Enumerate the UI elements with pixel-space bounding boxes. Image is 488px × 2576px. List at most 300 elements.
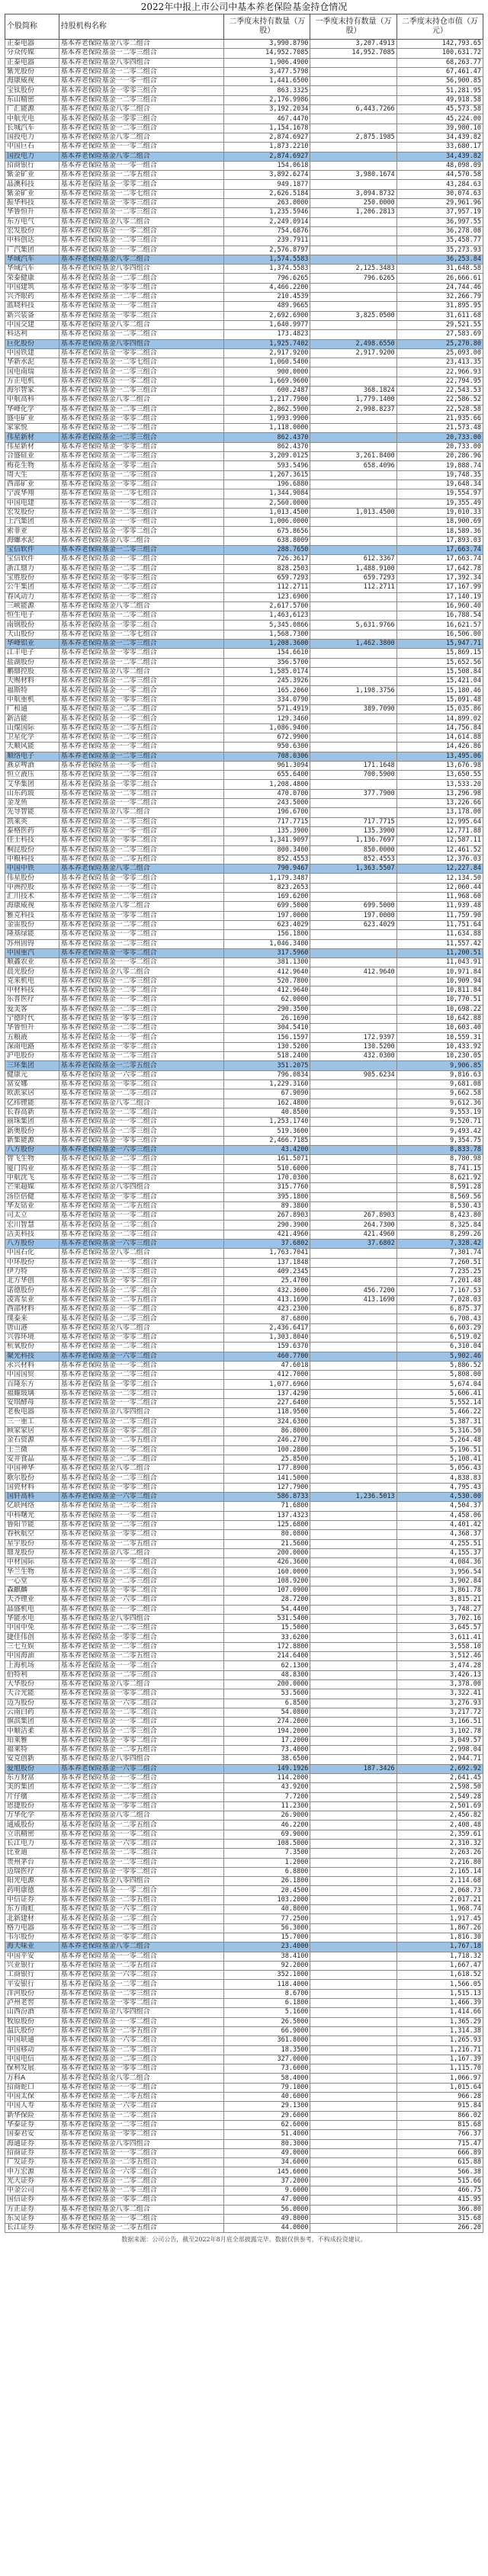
cell-q2-shares: 1,441.6500 bbox=[224, 77, 310, 86]
table-row bbox=[5, 780, 483, 789]
cell-q2-shares: 470.0700 bbox=[224, 789, 310, 798]
cell-stock: 聚光科技 bbox=[5, 1352, 59, 1361]
cell-stock: 中科曙光 bbox=[5, 1511, 59, 1520]
cell-fund: 基本养老保险基金一二零五组合 bbox=[59, 1061, 223, 1070]
cell-fund: 基本养老保险基金一零零二组合 bbox=[59, 780, 223, 789]
cell-q2-shares: 852.4553 bbox=[224, 855, 310, 864]
cell-stock: 宏发股份 bbox=[5, 508, 59, 517]
cell-fund: 基本养老保险基金一一零二组合 bbox=[59, 1605, 223, 1614]
cell-q2-value: 7,028.03 bbox=[396, 1295, 483, 1304]
table-row bbox=[5, 2026, 483, 2035]
cell-stock: 伊力特 bbox=[5, 1267, 59, 1276]
cell-fund: 基本养老保险基金一零零二组合 bbox=[59, 1079, 223, 1089]
cell-q1-shares bbox=[310, 1867, 396, 1876]
cell-fund: 基本养老保险基金一二零三组合 bbox=[59, 1052, 223, 1061]
cell-stock: 工商银行 bbox=[5, 1971, 59, 1980]
cell-q2-shares: 2,576.8797 bbox=[224, 245, 310, 255]
cell-q2-value: 31,895.95 bbox=[396, 302, 483, 311]
table-row bbox=[5, 865, 483, 874]
cell-q1-shares bbox=[310, 2224, 396, 2233]
cell-q1-shares bbox=[310, 1567, 396, 1577]
cell-stock: 春风动力 bbox=[5, 592, 59, 601]
table-row bbox=[5, 199, 483, 208]
table-row bbox=[5, 1923, 483, 1933]
table-row bbox=[5, 367, 483, 377]
cell-q2-shares: 6.8500 bbox=[224, 1699, 310, 1708]
cell-stock: 中国神华 bbox=[5, 1464, 59, 1474]
table-row bbox=[5, 452, 483, 461]
cell-fund: 基本养老保险基金一二零二组合 bbox=[59, 1024, 223, 1033]
cell-q2-value: 14,756.84 bbox=[396, 723, 483, 733]
cell-fund: 基本养老保险基金一二零三组合 bbox=[59, 433, 223, 442]
cell-fund: 基本养老保险基金一零零二组合 bbox=[59, 1380, 223, 1389]
cell-q2-shares: 863.3325 bbox=[224, 86, 310, 95]
table-row bbox=[5, 358, 483, 367]
cell-q2-value: 2,114.68 bbox=[396, 1877, 483, 1886]
cell-q2-shares: 2,436.6417 bbox=[224, 1323, 310, 1333]
cell-q2-value: 3,558.10 bbox=[396, 1642, 483, 1651]
cell-fund: 基本养老保险基金八零四组合 bbox=[59, 2139, 223, 2148]
table-row bbox=[5, 1971, 483, 1980]
cell-fund: 基本养老保险基金八零二组合 bbox=[59, 967, 223, 977]
cell-q1-shares bbox=[310, 367, 396, 377]
cell-q2-shares: 586.8733 bbox=[224, 1493, 310, 1502]
cell-q1-shares bbox=[310, 1118, 396, 1127]
table-row bbox=[5, 1173, 483, 1182]
cell-q2-value: 3,322.41 bbox=[396, 1689, 483, 1699]
cell-q2-shares: 519.3600 bbox=[224, 1127, 310, 1136]
table-row bbox=[5, 1136, 483, 1145]
cell-fund: 基本养老保险基金一二零七组合 bbox=[59, 189, 223, 198]
cell-q2-shares: 11.2300 bbox=[224, 1801, 310, 1811]
cell-q2-shares: 172.8800 bbox=[224, 1642, 310, 1651]
cell-stock: 西部材料 bbox=[5, 1305, 59, 1314]
cell-q2-shares: 86.8000 bbox=[224, 1426, 310, 1436]
cell-q2-value: 8,530.43 bbox=[396, 1201, 483, 1211]
cell-q1-shares: 659.7293 bbox=[310, 573, 396, 582]
cell-fund: 基本养老保险基金一二零三组合 bbox=[59, 452, 223, 461]
cell-fund: 基本养老保险基金一一零二组合 bbox=[59, 1399, 223, 1408]
cell-q2-shares: 137.1848 bbox=[224, 1258, 310, 1267]
cell-q1-shares bbox=[310, 2008, 396, 2017]
table-row bbox=[5, 499, 483, 508]
cell-q2-value: 15,421.04 bbox=[396, 677, 483, 686]
cell-q2-value: 3,748.27 bbox=[396, 1605, 483, 1614]
cell-q2-value: 8,780.98 bbox=[396, 1155, 483, 1164]
cell-q2-shares: 141.5000 bbox=[224, 1474, 310, 1483]
table-row bbox=[5, 902, 483, 911]
table-row bbox=[5, 1708, 483, 1717]
cell-q1-shares bbox=[310, 1164, 396, 1173]
cell-q2-value: 1,466.39 bbox=[396, 1999, 483, 2008]
table-row bbox=[5, 1849, 483, 1858]
table-row bbox=[5, 958, 483, 967]
cell-q2-shares: 1,179.3487 bbox=[224, 874, 310, 883]
table-row bbox=[5, 1746, 483, 1755]
cell-fund: 基本养老保险基金一六零二组合 bbox=[59, 2036, 223, 2045]
cell-q2-shares: 62.0000 bbox=[224, 996, 310, 1005]
cell-stock: 中科创达 bbox=[5, 236, 59, 245]
cell-q1-shares bbox=[310, 1727, 396, 1736]
cell-q2-value: 37,957.19 bbox=[396, 208, 483, 217]
table-row bbox=[5, 1577, 483, 1586]
cell-fund: 基本养老保险基金一零零二组合 bbox=[59, 480, 223, 489]
cell-q2-shares: 421.4960 bbox=[224, 1230, 310, 1239]
cell-fund: 基本养老保险基金八零二组合 bbox=[59, 2074, 223, 2083]
cell-stock: 士兰微 bbox=[5, 1445, 59, 1455]
cell-fund: 基本养老保险基金一二零三组合 bbox=[59, 367, 223, 377]
cell-q2-value: 8,591.28 bbox=[396, 1183, 483, 1192]
table-row bbox=[5, 667, 483, 676]
cell-q2-shares: 154.6610 bbox=[224, 649, 310, 658]
table-row bbox=[5, 1258, 483, 1267]
table-row bbox=[5, 1867, 483, 1876]
cell-fund: 基本养老保险基金一二零二组合 bbox=[59, 1849, 223, 1858]
cell-q1-shares: 700.5900 bbox=[310, 771, 396, 780]
cell-fund: 基本养老保险基金一零零二组合 bbox=[59, 348, 223, 358]
cell-q1-shares: 905.6234 bbox=[310, 1070, 396, 1079]
cell-q2-value: 1,968.74 bbox=[396, 1905, 483, 1914]
cell-q2-shares: 149.1926 bbox=[224, 1764, 310, 1773]
table-row bbox=[5, 2102, 483, 2111]
cell-q2-shares: 26.5000 bbox=[224, 2017, 310, 2026]
cell-q2-value: 466.75 bbox=[396, 2186, 483, 2195]
cell-stock: 国投电力 bbox=[5, 133, 59, 142]
cell-q2-value: 4,458.06 bbox=[396, 1511, 483, 1520]
cell-stock: 中国石化 bbox=[5, 1249, 59, 1258]
cell-fund: 基本养老保险基金一二零三组合 bbox=[59, 2055, 223, 2064]
cell-q1-shares bbox=[310, 67, 396, 76]
cell-fund: 基本养老保险基金一二零七组合 bbox=[59, 358, 223, 367]
cell-q2-value: 16,788.54 bbox=[396, 611, 483, 621]
table-row bbox=[5, 1230, 483, 1239]
cell-q2-value: 24,744.46 bbox=[396, 283, 483, 292]
table-row bbox=[5, 489, 483, 499]
cell-q1-shares bbox=[310, 2045, 396, 2055]
cell-q2-value: 19,010.33 bbox=[396, 508, 483, 517]
cell-q2-value: 8,833.78 bbox=[396, 1146, 483, 1155]
cell-stock: 北新建材 bbox=[5, 1914, 59, 1923]
cell-q1-shares bbox=[310, 1455, 396, 1464]
cell-q1-shares bbox=[310, 1343, 396, 1352]
cell-fund: 基本养老保险基金八零二组合 bbox=[59, 2205, 223, 2214]
cell-q2-value: 1,867.26 bbox=[396, 1923, 483, 1933]
table-row bbox=[5, 1052, 483, 1061]
table-row bbox=[5, 1652, 483, 1661]
table-row bbox=[5, 2148, 483, 2157]
cell-q2-value: 31,648.58 bbox=[396, 265, 483, 274]
cell-q2-shares: 5.1600 bbox=[224, 2008, 310, 2017]
cell-q2-shares: 160.0000 bbox=[224, 1567, 310, 1577]
cell-fund: 基本养老保险基金一零零二组合 bbox=[59, 527, 223, 536]
cell-q2-value: 1,618.52 bbox=[396, 1971, 483, 1980]
table-row bbox=[5, 1773, 483, 1782]
cell-fund: 基本养老保险基金一零零二组合 bbox=[59, 1277, 223, 1286]
cell-q1-shares: 2,998.8237 bbox=[310, 405, 396, 414]
cell-q1-shares: 264.7300 bbox=[310, 1221, 396, 1230]
cell-fund: 基本养老保险基金一二零五组合 bbox=[59, 2158, 223, 2167]
cell-fund: 基本养老保险基金一零零二组合 bbox=[59, 836, 223, 845]
cell-q1-shares: 1,779.1400 bbox=[310, 396, 396, 405]
cell-stock: 三一重工 bbox=[5, 1417, 59, 1426]
cell-q1-shares bbox=[310, 714, 396, 723]
cell-q2-value: 9,681.08 bbox=[396, 1079, 483, 1089]
cell-q2-value: 15,869.15 bbox=[396, 649, 483, 658]
cell-stock: 顾家家居 bbox=[5, 1426, 59, 1436]
cell-q1-shares bbox=[310, 293, 396, 302]
cell-q2-value: 1,167.39 bbox=[396, 2055, 483, 2064]
cell-q2-value: 12,227.84 bbox=[396, 865, 483, 874]
cell-q2-shares: 675.8656 bbox=[224, 527, 310, 536]
cell-q2-value: 4,504.37 bbox=[396, 1502, 483, 1511]
cell-q2-shares: 15.5000 bbox=[224, 1624, 310, 1633]
cell-q2-shares: 1,086.9400 bbox=[224, 723, 310, 733]
cell-q1-shares bbox=[310, 377, 396, 386]
table-row bbox=[5, 518, 483, 527]
cell-stock: 迈瑞医疗 bbox=[5, 1867, 59, 1876]
cell-q2-value: 51,281.95 bbox=[396, 86, 483, 95]
table-row bbox=[5, 1240, 483, 1249]
cell-stock: 海康威视 bbox=[5, 77, 59, 86]
table-row bbox=[5, 1999, 483, 2008]
table-row bbox=[5, 414, 483, 423]
cell-q2-shares: 77.2500 bbox=[224, 1914, 310, 1923]
cell-q2-shares: 169.6200 bbox=[224, 893, 310, 902]
cell-q2-shares: 1,154.1678 bbox=[224, 124, 310, 133]
cell-q2-shares: 21.5600 bbox=[224, 1539, 310, 1548]
cell-q2-shares: 3,477.5798 bbox=[224, 67, 310, 76]
table-row bbox=[5, 1417, 483, 1426]
cell-fund: 基本养老保险基金一六零二组合 bbox=[59, 1596, 223, 1605]
cell-q1-shares bbox=[310, 2167, 396, 2177]
cell-q2-shares: 40.8000 bbox=[224, 1905, 310, 1914]
cell-fund: 基本养老保险基金八零二组合 bbox=[59, 396, 223, 405]
cell-q2-value: 3,217.72 bbox=[396, 1708, 483, 1717]
cell-q2-shares: 800.3400 bbox=[224, 845, 310, 855]
table-row bbox=[5, 771, 483, 780]
table-row bbox=[5, 1343, 483, 1352]
cell-q1-shares bbox=[310, 152, 396, 161]
cell-q2-value: 8,569.56 bbox=[396, 1192, 483, 1201]
cell-stock: 山煤国际 bbox=[5, 723, 59, 733]
cell-fund: 基本养老保险基金一二零三组合 bbox=[59, 405, 223, 414]
cell-q2-shares: 80.3000 bbox=[224, 2139, 310, 2148]
cell-q2-value: 14,426.86 bbox=[396, 743, 483, 752]
cell-q1-shares bbox=[310, 2120, 396, 2129]
cell-stock: 紫光股份 bbox=[5, 67, 59, 76]
cell-q1-shares bbox=[310, 283, 396, 292]
table-row bbox=[5, 621, 483, 630]
cell-q2-value: 10,909.94 bbox=[396, 977, 483, 986]
cell-stock: 万科A bbox=[5, 2074, 59, 2083]
cell-q1-shares: 623.4029 bbox=[310, 920, 396, 929]
cell-q1-shares bbox=[310, 1380, 396, 1389]
cell-q1-shares: 187.3426 bbox=[310, 1764, 396, 1773]
cell-fund: 基本养老保险基金一一零二组合 bbox=[59, 1305, 223, 1314]
cell-q2-shares: 161.5071 bbox=[224, 1155, 310, 1164]
cell-stock: 长江证券 bbox=[5, 2224, 59, 2233]
cell-q2-value: 1,767.18 bbox=[396, 1942, 483, 1952]
cell-q1-shares: 432.0300 bbox=[310, 1052, 396, 1061]
cell-q2-shares: 38.6500 bbox=[224, 1755, 310, 1764]
cell-q1-shares: 2,875.1985 bbox=[310, 133, 396, 142]
table-row bbox=[5, 1914, 483, 1923]
cell-q1-shares: 14,952.7085 bbox=[310, 49, 396, 58]
table-row bbox=[5, 152, 483, 161]
cell-stock: 南钢股份 bbox=[5, 621, 59, 630]
cell-fund: 基本养老保险基金一二零三组合 bbox=[59, 1923, 223, 1933]
table-row bbox=[5, 1511, 483, 1520]
table-row bbox=[5, 2036, 483, 2045]
cell-stock: 中国巨石 bbox=[5, 143, 59, 152]
cell-stock: 索菲亚 bbox=[5, 527, 59, 536]
cell-stock: 宁德时代 bbox=[5, 1014, 59, 1023]
cell-stock: 中顺洁柔 bbox=[5, 1727, 59, 1736]
cell-fund: 基本养老保险基金一一零二组合 bbox=[59, 2083, 223, 2092]
cell-stock: 招商证券 bbox=[5, 2148, 59, 2157]
cell-q2-shares: 28.7200 bbox=[224, 1596, 310, 1605]
cell-fund: 基本养老保险基金一二零三组合 bbox=[59, 208, 223, 217]
cell-q2-shares: 796.0834 bbox=[224, 1070, 310, 1079]
cell-fund: 基本养老保险基金八零二组合 bbox=[59, 105, 223, 114]
cell-q2-value: 3,861.78 bbox=[396, 1586, 483, 1595]
cell-stock: 芒果超媒 bbox=[5, 1183, 59, 1192]
cell-q1-shares bbox=[310, 536, 396, 545]
cell-stock: 中国移动 bbox=[5, 2045, 59, 2055]
cell-q1-shares: 1,462.3800 bbox=[310, 640, 396, 649]
cell-q2-value: 6,875.37 bbox=[396, 1305, 483, 1314]
table-row bbox=[5, 405, 483, 414]
cell-stock: 隆基绿能 bbox=[5, 930, 59, 939]
cell-q2-value: 44,570.58 bbox=[396, 171, 483, 180]
cell-q2-shares: 6.1800 bbox=[224, 1999, 310, 2008]
cell-q2-value: 32,266.79 bbox=[396, 293, 483, 302]
cell-q1-shares bbox=[310, 1277, 396, 1286]
table-row bbox=[5, 2205, 483, 2214]
cell-q1-shares bbox=[310, 2093, 396, 2102]
cell-q1-shares bbox=[310, 1005, 396, 1014]
cell-q2-value: 67,461.47 bbox=[396, 67, 483, 76]
table-row bbox=[5, 265, 483, 274]
table-row bbox=[5, 1108, 483, 1117]
cell-fund: 基本养老保险基金一一零二组合 bbox=[59, 592, 223, 601]
cell-stock: 巨化股份 bbox=[5, 339, 59, 348]
cell-stock: 家家悦 bbox=[5, 424, 59, 433]
cell-fund: 基本养老保险基金八零二组合 bbox=[59, 601, 223, 611]
cell-q2-value: 5,196.51 bbox=[396, 1445, 483, 1455]
cell-stock: 伟星股份 bbox=[5, 874, 59, 883]
cell-fund: 基本养老保险基金一二零三组合 bbox=[59, 1005, 223, 1014]
cell-stock: 沪电股份 bbox=[5, 1052, 59, 1061]
cell-q2-shares: 413.1690 bbox=[224, 1295, 310, 1304]
cell-q1-shares bbox=[310, 808, 396, 817]
cell-q2-value: 18,589.36 bbox=[396, 527, 483, 536]
cell-stock: 兴蓉环境 bbox=[5, 1333, 59, 1342]
cell-q2-value: 5,108.41 bbox=[396, 1455, 483, 1464]
cell-q2-shares: 159.6370 bbox=[224, 1343, 310, 1352]
table-row bbox=[5, 1277, 483, 1286]
cell-q1-shares bbox=[310, 2148, 396, 2157]
cell-stock: 凌霄泵业 bbox=[5, 1295, 59, 1304]
cell-stock: 招商蛇口 bbox=[5, 2083, 59, 2092]
table-row bbox=[5, 2139, 483, 2148]
cell-q1-shares bbox=[310, 2055, 396, 2064]
cell-q1-shares: 413.1690 bbox=[310, 1295, 396, 1304]
table-row bbox=[5, 967, 483, 977]
cell-fund: 基本养老保险基金一二零五组合 bbox=[59, 1652, 223, 1661]
table-row bbox=[5, 1736, 483, 1745]
cell-q1-shares bbox=[310, 1596, 396, 1605]
table-row bbox=[5, 133, 483, 142]
cell-fund: 基本养老保险基金一二零五组合 bbox=[59, 2026, 223, 2035]
cell-q2-value: 43,284.63 bbox=[396, 180, 483, 189]
table-row bbox=[5, 752, 483, 761]
cell-q2-shares: 600.2487 bbox=[224, 386, 310, 395]
table-row bbox=[5, 2120, 483, 2129]
cell-fund: 基本养老保险基金八零四组合 bbox=[59, 1408, 223, 1417]
cell-q1-shares bbox=[310, 1173, 396, 1182]
table-row bbox=[5, 2130, 483, 2139]
cell-q1-shares bbox=[310, 527, 396, 536]
cell-q2-value: 2,165.14 bbox=[396, 1867, 483, 1876]
cell-fund: 基本养老保险基金一零零二组合 bbox=[59, 1586, 223, 1595]
cell-q2-shares: 1,208.4800 bbox=[224, 780, 310, 789]
cell-stock: 安克创新 bbox=[5, 1755, 59, 1764]
table-row bbox=[5, 2196, 483, 2205]
cell-q2-shares: 200.0000 bbox=[224, 1548, 310, 1557]
cell-q1-shares bbox=[310, 1127, 396, 1136]
cell-q2-shares: 1,060.5400 bbox=[224, 358, 310, 367]
cell-q2-value: 10,433.92 bbox=[396, 1042, 483, 1051]
cell-fund: 基本养老保险基金一零零二组合 bbox=[59, 621, 223, 630]
cell-q2-value: 2,641.45 bbox=[396, 1773, 483, 1782]
cell-q2-shares: 26.9000 bbox=[224, 1811, 310, 1821]
cell-q2-shares: 2,466.7185 bbox=[224, 1136, 310, 1145]
cell-fund: 基本养老保险基金八零二组合 bbox=[59, 536, 223, 545]
cell-q2-shares: 1,303.8040 bbox=[224, 1333, 310, 1342]
table-row bbox=[5, 1211, 483, 1221]
table-row bbox=[5, 1520, 483, 1529]
cell-fund: 基本养老保险基金一一零二组合 bbox=[59, 930, 223, 939]
table-row bbox=[5, 2064, 483, 2074]
cell-q2-shares: 828.2503 bbox=[224, 564, 310, 573]
cell-fund: 基本养老保险基金一零零三组合 bbox=[59, 114, 223, 124]
cell-q2-shares: 214.6400 bbox=[224, 1652, 310, 1661]
cell-q1-shares bbox=[310, 58, 396, 67]
cell-q2-shares: 73.4000 bbox=[224, 1746, 310, 1755]
table-row bbox=[5, 1980, 483, 1989]
cell-q1-shares bbox=[310, 1792, 396, 1801]
cell-q1-shares: 1,198.3756 bbox=[310, 686, 396, 695]
cell-q2-value: 3,276.93 bbox=[396, 1699, 483, 1708]
cell-stock: 浙江鼎力 bbox=[5, 564, 59, 573]
cell-stock: 旗滨集团 bbox=[5, 1718, 59, 1727]
cell-stock: 永兴材料 bbox=[5, 1361, 59, 1370]
cell-q1-shares bbox=[310, 2214, 396, 2223]
cell-q2-shares: 196.6700 bbox=[224, 808, 310, 817]
cell-q1-shares: 3,094.8732 bbox=[310, 189, 396, 198]
cell-q2-value: 30,074.63 bbox=[396, 189, 483, 198]
cell-stock: 克来机电 bbox=[5, 977, 59, 986]
table-row bbox=[5, 592, 483, 601]
cell-q2-value: 5,674.04 bbox=[396, 1380, 483, 1389]
cell-stock: 科达利 bbox=[5, 330, 59, 339]
table-row bbox=[5, 293, 483, 302]
cell-q2-value: 266.20 bbox=[396, 2224, 483, 2233]
cell-stock: 华兰生物 bbox=[5, 1567, 59, 1577]
cell-q2-shares: 89.3800 bbox=[224, 1201, 310, 1211]
cell-q2-shares: 949.1877 bbox=[224, 180, 310, 189]
